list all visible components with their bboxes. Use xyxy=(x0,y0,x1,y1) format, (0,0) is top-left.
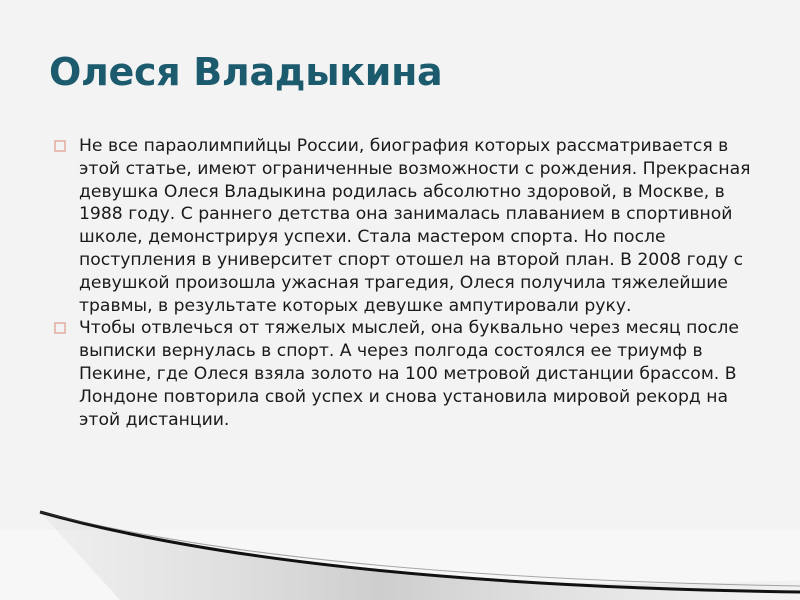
bullet-item xyxy=(52,317,752,431)
bullet-text: Не все параолимпийцы России, биография которых рассматривается в этой статье, имеют ограниченные возможности с рождения. Прекрасная девушка Олеся Владыкина родилась абсолютно здоровой, в Москве, в 1988 году. С раннего детства она занималась плаванием в спортивной школе, демонстрируя успехи. Стала мастером спорта. Но после поступления в университет спорт отошел на второй план. В 2008 году с девушкой произошла ужасная трагедия, Олеся получила тяжелейшие травмы, в результате которых девушке ампутировали руку. xyxy=(79,136,751,316)
slide-title: Олеся Владыкина xyxy=(49,50,443,94)
bullet-list xyxy=(52,135,752,431)
bullet-item xyxy=(52,135,752,317)
hollow-square-bullet-icon xyxy=(54,140,66,152)
hollow-square-bullet-icon xyxy=(54,322,66,334)
bullet-text: Чтобы отвлечься от тяжелых мыслей, она буквально через месяц после выписки вернулась в спорт. А через полгода состоялся ее триумф в Пекине, где Олеся взяла золото на 100 метровой дистанции брассом. В Лондоне повторила свой успех и снова установила мировой рекорд на этой дистанции. xyxy=(79,318,739,430)
